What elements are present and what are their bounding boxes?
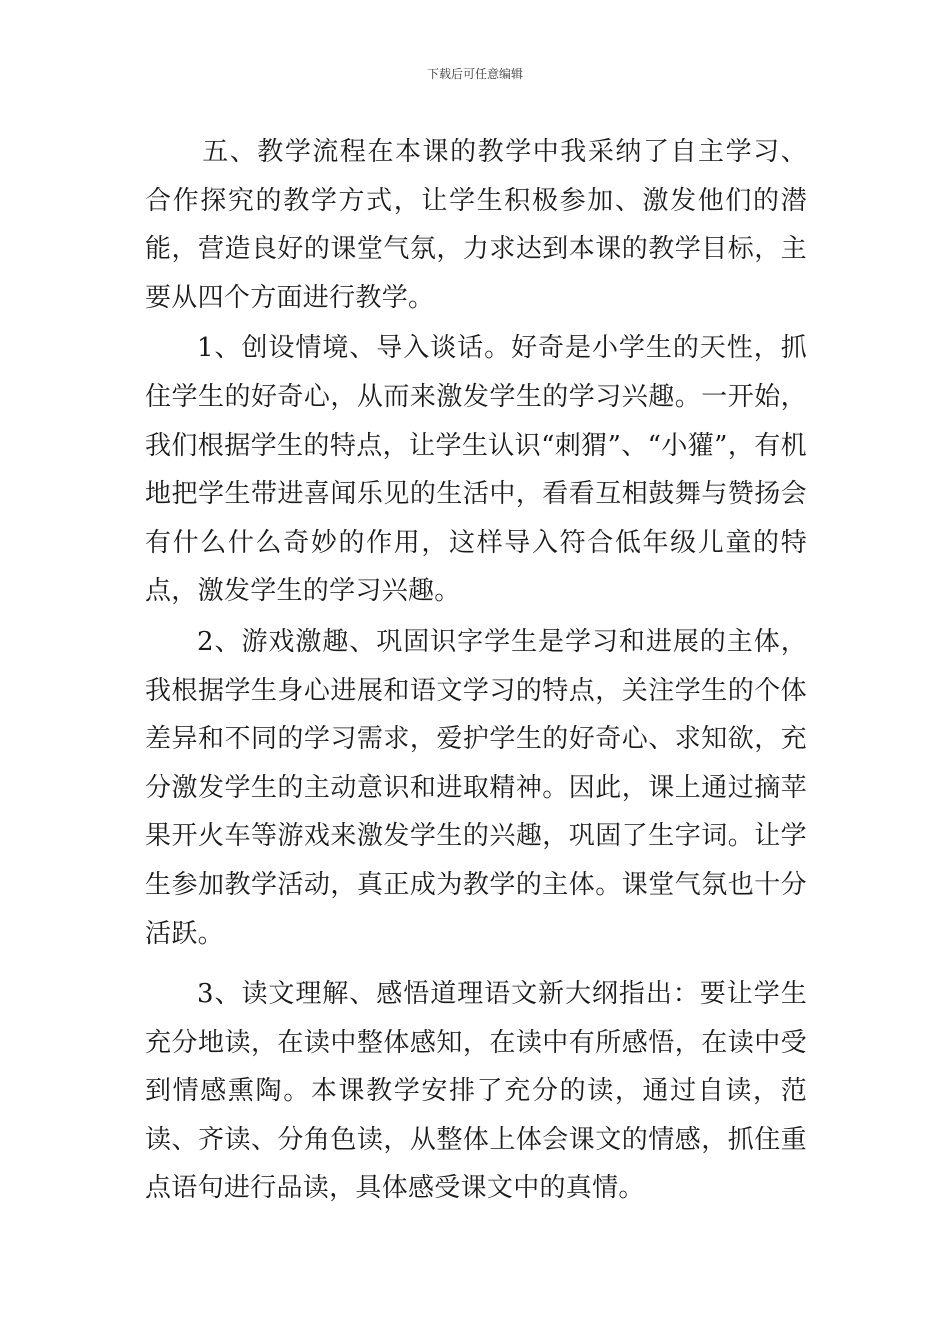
page-header: 下载后可任意编辑	[426, 67, 523, 81]
document-body	[145, 128, 807, 1213]
paragraph-step-3: 3、读文理解、感悟道理语文新大纲指出：要让学生充分地读，在读中整体感知，在读中有所感悟，在读中受到情感熏陶。本课教学安排了充分的读，通过自读，范读、齐读、分角色读，从整体上体会课文的情感，抓住重点语句进行品读，具体感受课文中的真情。	[145, 979, 807, 1204]
paragraph-step-1: 1、创设情境、导入谈话。好奇是小学生的天性，抓住学生的好奇心，从而来激发学生的学习兴趣。一开始，我们根据学生的特点，让学生认识“刺猬”、“小獾”，有机地把学生带进喜闻乐见的生活中，看看互相鼓舞与赞扬会有什么什么奇妙的作用，这样导入符合低年级儿童的特点，激发学生的学习兴趣。	[145, 333, 807, 607]
paragraph-teaching-process: 五、教学流程在本课的教学中我采纳了自主学习、合作探究的教学方式，让学生积极参加、激发他们的潜能，营造良好的课堂气氛，力求达到本课的教学目标，主要从四个方面进行教学。	[145, 137, 807, 313]
paragraph-step-2: 2、游戏激趣、巩固识字学生是学习和进展的主体，我根据学生身心进展和语文学习的特点，关注学生的个体差异和不同的学习需求，爱护学生的好奇心、求知欲，充分激发学生的主动意识和进取精神。因此，课上通过摘苹果开火车等游戏来激发学生的兴趣，巩固了生字词。让学生参加教学活动，真正成为教学的主体。课堂气氛也十分活跃。	[145, 626, 807, 949]
